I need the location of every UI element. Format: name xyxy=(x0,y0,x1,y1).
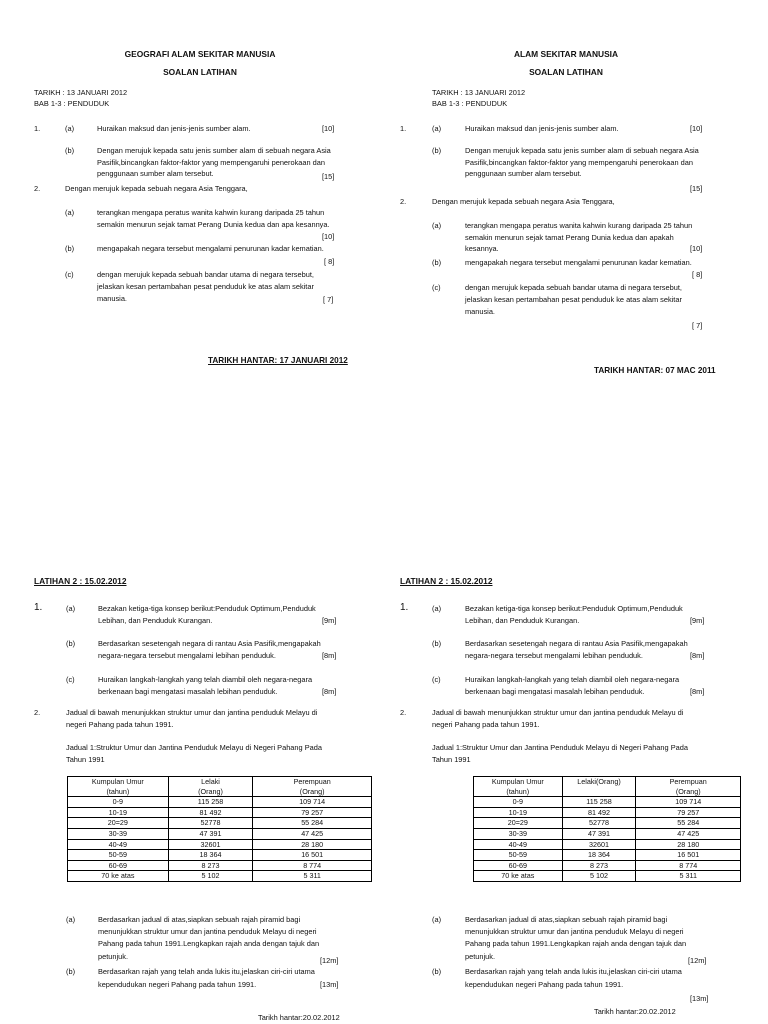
pb-line2: kependudukan negeri Pahang pada tahun 1991. xyxy=(98,980,257,989)
cell-female: 79 257 xyxy=(636,807,741,818)
q1a-mark: [9m] xyxy=(690,616,705,625)
q1a-mark: [9m] xyxy=(322,616,337,625)
cell-male: 8 273 xyxy=(562,860,636,871)
pa-line4: petunjuk. xyxy=(465,952,495,961)
pa-mark: [12m] xyxy=(688,956,707,965)
chapter-left: BAB 1-3 : PENDUDUK xyxy=(34,99,110,108)
q2-line2: negeri Pahang pada tahun 1991. xyxy=(66,720,174,729)
q2c-line1: dengan merujuk kepada sebuah bandar utama di negara tersebut, xyxy=(97,270,314,279)
pa-label: (a) xyxy=(66,915,76,924)
title-left-1: GEOGRAFI ALAM SEKITAR MANUSIA xyxy=(124,49,276,59)
cell-age: 0-9 xyxy=(474,797,563,808)
pa-line3: Pahang pada tahun 1991.Lengkapkan rajah anda dengan tajuk dan xyxy=(98,939,320,948)
q2b-label: (b) xyxy=(432,258,442,267)
submit-date-bottom-right: Tarikh hantar:20.02.2012 xyxy=(594,1007,676,1016)
cell-age: 20=29 xyxy=(68,818,169,829)
pa-line2: menunjukkan struktur umur dan jantina penduduk Melayu di negeri xyxy=(98,927,317,936)
q1b-line1: Berdasarkan sesetengah negara di rantau Asia Pasifik,mengapakah xyxy=(98,639,321,648)
table-caption-line2: Tahun 1991 xyxy=(66,755,105,764)
cell-male: 5 102 xyxy=(562,871,636,882)
cell-male: 81 492 xyxy=(562,807,636,818)
cell-male: 81 492 xyxy=(168,807,253,818)
pb-line1: Berdasarkan rajah yang telah anda lukis itu,jelaskan ciri-ciri utama xyxy=(98,967,315,976)
q1a-text: Huraikan maksud dan jenis-jenis sumber alam. xyxy=(97,124,251,133)
q1c-mark: [8m] xyxy=(690,687,705,696)
q2c-line1: dengan merujuk kepada sebuah bandar utama di negara tersebut, xyxy=(465,283,682,292)
q1a-text: Huraikan maksud dan jenis-jenis sumber alam. xyxy=(465,124,619,133)
title-left-2: SOALAN LATIHAN xyxy=(163,67,237,77)
table-header-row xyxy=(68,777,372,797)
q1a-line1: Bezakan ketiga-tiga konsep berikut:Penduduk Optimum,Penduduk xyxy=(465,604,683,613)
cell-female: 79 257 xyxy=(253,807,372,818)
q2-text: Dengan merujuk kepada sebuah negara Asia Tenggara, xyxy=(432,197,615,206)
header-age-line2: (tahun) xyxy=(506,786,530,796)
pa-line1: Berdasarkan jadual di atas,siapkan sebuah rajah piramid bagi xyxy=(465,915,668,924)
cell-female: 5 311 xyxy=(636,871,741,882)
exercise2-heading: LATIHAN 2 : 15.02.2012 xyxy=(400,576,493,586)
q1c-line1: Huraikan langkah-langkah yang telah diambil oleh negara-negara xyxy=(465,675,680,684)
q2a-mark: [10] xyxy=(690,244,703,253)
cell-male: 52778 xyxy=(562,818,636,829)
cell-male: 32601 xyxy=(168,839,253,850)
q1b-line2: negara-negara tersebut mengalami lebihan penduduk. xyxy=(98,651,276,660)
cell-age: 70 ke atas xyxy=(68,871,169,882)
q1b-mark: [15] xyxy=(322,172,335,181)
header-female-line1: Perempuan xyxy=(293,777,331,786)
header-age-line1: Kumpulan Umur xyxy=(91,777,144,786)
table-caption-line1: Jadual 1:Struktur Umur dan Jantina Penduduk Melayu di Negeri Pahang Pada xyxy=(66,743,322,752)
pa-line4: petunjuk. xyxy=(98,952,128,961)
q1b-label: (b) xyxy=(65,146,75,155)
population-table-right xyxy=(473,776,741,882)
cell-female: 55 284 xyxy=(636,818,741,829)
pa-label: (a) xyxy=(432,915,442,924)
cell-age: 40-49 xyxy=(68,839,169,850)
q2-number: 2. xyxy=(34,708,41,717)
q2c-mark: [ 7] xyxy=(323,295,334,304)
cell-age: 70 ke atas xyxy=(474,871,563,882)
q2-line1: Jadual di bawah menunjukkan struktur umur dan jantina penduduk Melayu di xyxy=(66,708,318,717)
header-age-line1: Kumpulan Umur xyxy=(491,777,544,786)
table-row xyxy=(474,860,741,871)
cell-male: 47 391 xyxy=(168,828,253,839)
q2b-mark: [ 8] xyxy=(324,257,335,266)
table-row xyxy=(474,871,741,882)
header-age-group xyxy=(68,777,169,797)
q1b-line2: negara-negara tersebut mengalami lebihan penduduk. xyxy=(465,651,643,660)
submit-date-bottom-left: Tarikh hantar:20.02.2012 xyxy=(258,1013,340,1022)
q2b-mark: [ 8] xyxy=(692,270,703,279)
q2-line1: Jadual di bawah menunjukkan struktur umur dan jantina penduduk Melayu di xyxy=(432,708,684,717)
header-female xyxy=(253,777,372,797)
header-female-line2: (Orang) xyxy=(299,786,325,796)
date-left: TARIKH : 13 JANUARI 2012 xyxy=(34,88,128,97)
q2b-text: mengapakah negara tersebut mengalami penurunan kadar kematian. xyxy=(465,258,692,267)
table-row xyxy=(68,807,372,818)
pa-line2: menunjukkan struktur umur dan jantina penduduk Melayu di negeri xyxy=(465,927,684,936)
q1b-mark: [8m] xyxy=(322,651,337,660)
pa-line3: Pahang pada tahun 1991.Lengkapkan rajah anda dengan tajuk dan xyxy=(465,939,687,948)
cell-male: 18 364 xyxy=(168,850,253,861)
q1b-label: (b) xyxy=(66,639,76,648)
pa-mark: [12m] xyxy=(320,956,339,965)
cell-female: 28 180 xyxy=(253,839,372,850)
cell-age: 30-39 xyxy=(474,828,563,839)
cell-male: 115 258 xyxy=(168,797,253,808)
cell-male: 52778 xyxy=(168,818,253,829)
q2a-label: (a) xyxy=(432,221,442,230)
cell-age: 40-49 xyxy=(474,839,563,850)
table-row xyxy=(474,818,741,829)
q1c-line2: berkenaan bagi mengatasi masalah lebihan penduduk. xyxy=(465,687,645,696)
q1-number: 1. xyxy=(34,602,43,613)
q2a-line1: terangkan mengapa peratus wanita kahwin kurang daripada 25 tahun xyxy=(97,208,325,217)
q2c-line3: manusia. xyxy=(97,294,127,303)
q1c-label: (c) xyxy=(66,675,75,684)
cell-female: 47 425 xyxy=(636,828,741,839)
q1b-line1: Dengan merujuk kepada satu jenis sumber alam di sebuah negara Asia xyxy=(97,146,331,155)
title-right-1: ALAM SEKITAR MANUSIA xyxy=(513,49,619,59)
q1b-label: (b) xyxy=(432,146,442,155)
cell-female: 16 501 xyxy=(636,850,741,861)
table-row xyxy=(474,807,741,818)
table-row xyxy=(68,828,372,839)
pb-line2: kependudukan negeri Pahang pada tahun 1991. xyxy=(465,980,624,989)
q1-number: 1. xyxy=(400,602,409,613)
table-row xyxy=(474,797,741,808)
table-row xyxy=(68,839,372,850)
pb-line1: Berdasarkan rajah yang telah anda lukis itu,jelaskan ciri-ciri utama xyxy=(465,967,682,976)
q2c-line3: manusia. xyxy=(465,307,495,316)
header-female-line1: Perempuan xyxy=(669,777,707,786)
q1b-line1: Berdasarkan sesetengah negara di rantau Asia Pasifik,mengapakah xyxy=(465,639,688,648)
header-female xyxy=(636,777,741,797)
pb-label: (b) xyxy=(432,967,442,976)
cell-age: 50-59 xyxy=(68,850,169,861)
q1b-line2: Pasifik,bincangkan faktor-faktor yang mempengaruhi penerokaan dan xyxy=(97,158,326,167)
q1-number: 1. xyxy=(34,124,41,133)
q2a-line2: semakin menurun sejak tamat Perang Dunia kedua dan apakah xyxy=(465,233,674,242)
cell-age: 20=29 xyxy=(474,818,563,829)
table-row xyxy=(474,850,741,861)
submit-date-right: TARIKH HANTAR: 07 MAC 2011 xyxy=(594,366,716,375)
cell-female: 55 284 xyxy=(253,818,372,829)
table-caption-line1: Jadual 1:Struktur Umur dan Jantina Penduduk Melayu di Negeri Pahang Pada xyxy=(432,743,688,752)
q2a-line3: kesannya. xyxy=(465,244,499,253)
q1a-label: (a) xyxy=(432,124,442,133)
pb-mark: [13m] xyxy=(690,994,709,1003)
cell-age: 30-39 xyxy=(68,828,169,839)
cell-age: 0-9 xyxy=(68,797,169,808)
q1a-line2: Lebihan, dan Penduduk Kurangan. xyxy=(465,616,580,625)
cell-male: 5 102 xyxy=(168,871,253,882)
population-table-left xyxy=(67,776,372,882)
header-male xyxy=(168,777,253,797)
cell-female: 16 501 xyxy=(253,850,372,861)
cell-age: 10-19 xyxy=(68,807,169,818)
q1a-label: (a) xyxy=(432,604,442,613)
header-male-line1: Lelaki xyxy=(201,777,220,786)
q2b-label: (b) xyxy=(65,244,75,253)
cell-age: 60-69 xyxy=(68,860,169,871)
header-age-line2: (tahun) xyxy=(106,786,130,796)
q1b-mark: [8m] xyxy=(690,651,705,660)
q1c-line2: berkenaan bagi mengatasi masalah lebihan penduduk. xyxy=(98,687,278,696)
cell-age: 60-69 xyxy=(474,860,563,871)
q2-number: 2. xyxy=(400,197,407,206)
cell-female: 8 774 xyxy=(253,860,372,871)
q1a-label: (a) xyxy=(66,604,76,613)
q2a-line2: semakin menurun sejak tamat Perang Dunia kedua dan apa kesannya. xyxy=(97,220,330,229)
cell-age: 50-59 xyxy=(474,850,563,861)
q1-number: 1. xyxy=(400,124,407,133)
q2-number: 2. xyxy=(400,708,407,717)
pa-line1: Berdasarkan jadual di atas,siapkan sebuah rajah piramid bagi xyxy=(98,915,301,924)
q1b-label: (b) xyxy=(432,639,442,648)
cell-male: 32601 xyxy=(562,839,636,850)
q2a-mark: [10] xyxy=(322,232,335,241)
q2c-label: (c) xyxy=(65,270,74,279)
cell-male: 18 364 xyxy=(562,850,636,861)
q1c-mark: [8m] xyxy=(322,687,337,696)
date-right: TARIKH : 13 JANUARI 2012 xyxy=(432,88,526,97)
q1a-line2: Lebihan, dan Penduduk Kurangan. xyxy=(98,616,213,625)
q2c-label: (c) xyxy=(432,283,441,292)
cell-male: 8 273 xyxy=(168,860,253,871)
header-female-line2: (Orang) xyxy=(675,786,701,796)
cell-male: 115 258 xyxy=(562,797,636,808)
q2-text: Dengan merujuk kepada sebuah negara Asia Tenggara, xyxy=(65,184,248,193)
q1b-line3: penggunaan sumber alam tersebut. xyxy=(465,169,582,178)
table-row xyxy=(68,797,372,808)
q2c-mark: [ 7] xyxy=(692,321,703,330)
q2c-line2: jelaskan kesan pertambahan pesat penduduk ke atas alam sekitar xyxy=(97,282,314,291)
q1a-mark: [10] xyxy=(322,124,335,133)
header-male: Lelaki(Orang) xyxy=(562,777,636,797)
cell-female: 47 425 xyxy=(253,828,372,839)
header-age-group xyxy=(474,777,563,797)
q1a-mark: [10] xyxy=(690,124,703,133)
q2a-label: (a) xyxy=(65,208,75,217)
cell-female: 28 180 xyxy=(636,839,741,850)
q2a-line1: terangkan mengapa peratus wanita kahwin kurang daripada 25 tahun xyxy=(465,221,693,230)
table-row xyxy=(474,839,741,850)
q2b-text: mengapakah negara tersebut mengalami penurunan kadar kematian. xyxy=(97,244,324,253)
cell-male: 47 391 xyxy=(562,828,636,839)
q2-line2: negeri Pahang pada tahun 1991. xyxy=(432,720,540,729)
title-right-2: SOALAN LATIHAN xyxy=(529,67,603,77)
q1b-line1: Dengan merujuk kepada satu jenis sumber alam di sebuah negara Asia xyxy=(465,146,699,155)
exercise2-heading: LATIHAN 2 : 15.02.2012 xyxy=(34,576,127,586)
table-row xyxy=(68,860,372,871)
cell-female: 109 714 xyxy=(636,797,741,808)
cell-female: 8 774 xyxy=(636,860,741,871)
q1b-mark: [15] xyxy=(690,184,703,193)
table-row xyxy=(68,818,372,829)
q1c-label: (c) xyxy=(432,675,441,684)
table-row xyxy=(474,828,741,839)
chapter-right: BAB 1-3 : PENDUDUK xyxy=(432,99,508,108)
header-male-line2: (Orang) xyxy=(198,786,223,796)
table-row xyxy=(68,850,372,861)
cell-female: 5 311 xyxy=(253,871,372,882)
table-caption-line2: Tahun 1991 xyxy=(432,755,471,764)
q2c-line2: jelaskan kesan pertambahan pesat penduduk ke atas alam sekitar xyxy=(465,295,682,304)
table-header-row xyxy=(474,777,741,797)
q1b-line2: Pasifik,bincangkan faktor-faktor yang mempengaruhi penerokaan dan xyxy=(465,158,694,167)
submit-date-left: TARIKH HANTAR: 17 JANUARI 2012 xyxy=(208,356,348,365)
q1b-line3: penggunaan sumber alam tersebut. xyxy=(97,169,214,178)
table-row xyxy=(68,871,372,882)
pb-label: (b) xyxy=(66,967,76,976)
q1a-label: (a) xyxy=(65,124,75,133)
q1c-line1: Huraikan langkah-langkah yang telah diambil oleh negara-negara xyxy=(98,675,313,684)
q2-number: 2. xyxy=(34,184,41,193)
pb-mark: [13m] xyxy=(320,980,339,989)
cell-age: 10-19 xyxy=(474,807,563,818)
q1a-line1: Bezakan ketiga-tiga konsep berikut:Penduduk Optimum,Penduduk xyxy=(98,604,316,613)
cell-female: 109 714 xyxy=(253,797,372,808)
